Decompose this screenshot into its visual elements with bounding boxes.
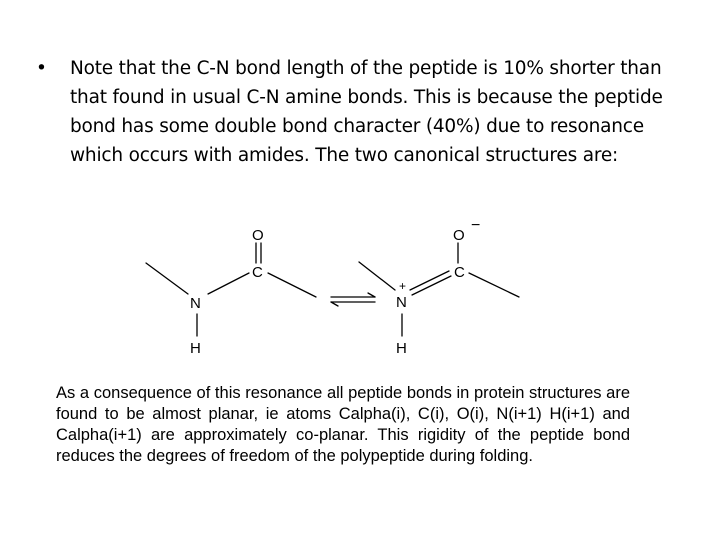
left-bond-c-ca <box>268 273 316 297</box>
right-oxygen-label: O <box>453 227 465 244</box>
left-bond-n-c <box>208 273 249 294</box>
right-nitrogen-label: N <box>396 294 407 311</box>
right-nitrogen-charge: + <box>399 279 407 293</box>
right-oxygen-charge: − <box>471 217 481 234</box>
right-hydrogen-label: H <box>396 340 407 357</box>
left-oxygen-label: O <box>252 227 264 244</box>
left-hydrogen-label: H <box>190 340 201 357</box>
left-carbon-label: C <box>252 264 263 281</box>
explanation-paragraph: As a consequence of this resonance all peptide bonds in protein structures are found to be almost planar, ie atoms Calpha(i), C(i), O(i), N(i+1) H(i+1) and Calpha(i+1) are approximately co-planar. This rigidity of the peptide bond reduces the degrees of freedom of the polypeptide during folding. <box>56 384 630 465</box>
right-carbon-label: C <box>454 264 465 281</box>
bullet-text: Note that the C-N bond length of the peptide is 10% shorter than that found in usual C-N amine bonds. This is because the peptide bond has some double bond character (40%) due to resonance which occurs with amides. The two canonical structures are: <box>70 58 663 166</box>
left-nitrogen-label: N <box>190 295 201 312</box>
left-bond-ca-n <box>146 263 188 294</box>
right-bond-c-ca <box>469 273 519 297</box>
right-bond-ca-n <box>359 262 395 290</box>
bullet-marker: • <box>36 58 47 79</box>
